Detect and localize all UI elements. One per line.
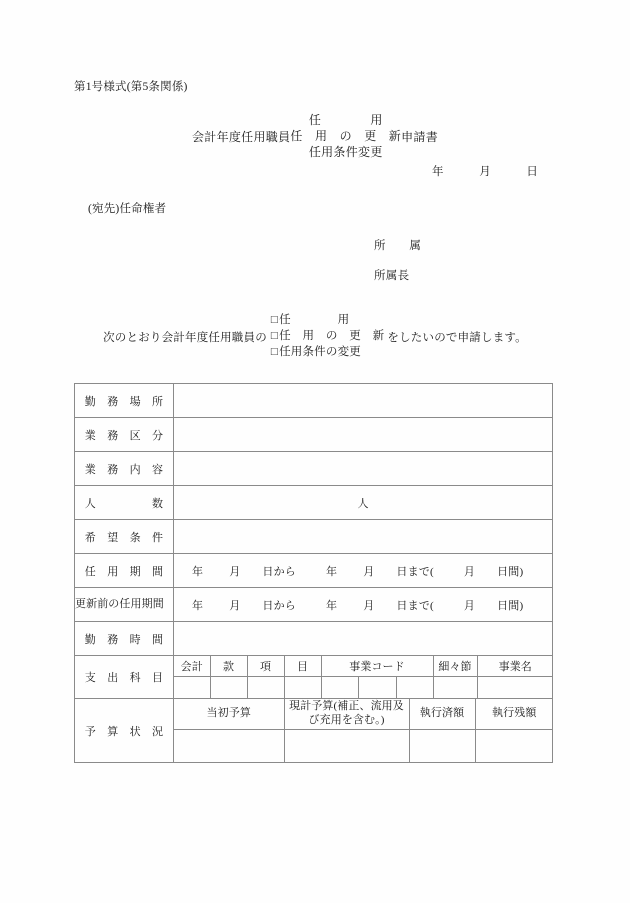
- period-month-end: 月: [363, 565, 375, 578]
- row-value-expenditure-item: [174, 656, 553, 699]
- prev-period-duration-days: 日間): [497, 599, 524, 612]
- expenditure-data-row: [174, 677, 553, 699]
- prev-period-to: 日まで(: [396, 599, 434, 612]
- title-suffix: 申請書: [401, 130, 438, 145]
- budget-value-remaining[interactable]: [475, 730, 553, 763]
- row-value-appointment-period[interactable]: [174, 554, 553, 588]
- expenditure-header-row: [174, 656, 553, 677]
- table-row: [75, 699, 553, 763]
- row-value-work-content[interactable]: [174, 452, 553, 486]
- checkbox-icon: □: [270, 345, 279, 358]
- period-duration-months: 月: [463, 565, 476, 578]
- prev-period-duration-months: 月: [463, 599, 476, 612]
- expenditure-value-project-code-3[interactable]: [396, 677, 433, 699]
- budget-header-remaining: 執行残額: [475, 699, 553, 730]
- checkbox-label-renewal: 任 用 の 更 新: [279, 329, 385, 342]
- period-year-end: 年: [326, 565, 338, 578]
- date-line: 年 月 日: [432, 166, 539, 178]
- expenditure-header-project-name: 事業名: [477, 656, 553, 677]
- budget-value-initial[interactable]: [174, 730, 284, 763]
- row-label-budget-status: 予 算 状 況: [75, 699, 174, 763]
- prev-period-month: 月: [229, 599, 241, 612]
- period-from: 日から: [262, 565, 297, 578]
- expenditure-value-project-code-2[interactable]: [358, 677, 396, 699]
- expenditure-header-subitem: 目: [284, 656, 321, 677]
- expenditure-value-sub-section[interactable]: [433, 677, 477, 699]
- table-row: [75, 452, 553, 486]
- table-row: [75, 384, 553, 418]
- budget-header-current: 現計予算(補正、流用及び充用を含む。): [284, 699, 409, 730]
- row-value-headcount[interactable]: 人: [174, 486, 553, 520]
- table-row: [75, 588, 553, 622]
- checkbox-option-renewal[interactable]: [271, 329, 384, 345]
- checkbox-icon: □: [270, 314, 279, 326]
- budget-header-executed: 執行済額: [409, 699, 475, 730]
- expenditure-header-section: 款: [210, 656, 247, 677]
- application-table: [74, 383, 553, 763]
- table-row: [75, 486, 553, 520]
- statement-tail: をしたいので申請します。: [387, 331, 527, 344]
- prev-period-month-end: 月: [363, 599, 375, 612]
- table-row: [75, 418, 553, 452]
- title-option-condition-change: 任用条件変更: [308, 144, 383, 159]
- row-label-work-content: 業 務 内 容: [75, 452, 174, 486]
- table-row: [75, 554, 553, 588]
- checkbox-label-appointment: 任 用: [279, 314, 350, 326]
- title-option-appointment: 任 用: [308, 113, 383, 127]
- table-row: [75, 622, 553, 656]
- prev-period-year: 年: [192, 599, 204, 612]
- statement-lead: 次のとおり会計年度任用職員の: [103, 331, 267, 344]
- row-value-work-category[interactable]: [174, 418, 553, 452]
- expenditure-value-project-name[interactable]: [477, 677, 553, 699]
- row-label-work-category: 業 務 区 分: [75, 418, 174, 452]
- expenditure-header-item: 項: [247, 656, 284, 677]
- row-label-headcount: 人 数: [75, 486, 174, 520]
- checkbox-label-condition-change: 任用条件の変更: [279, 345, 361, 358]
- row-label-previous-period: 更新前の任用期間: [75, 588, 174, 622]
- expenditure-subtable: [174, 656, 553, 698]
- row-value-budget-status: [174, 699, 553, 763]
- statement-option-stack: [271, 313, 384, 361]
- budget-header-initial: 当初予算: [174, 699, 284, 730]
- row-value-previous-period[interactable]: [174, 588, 553, 622]
- period-to: 日まで(: [396, 565, 434, 578]
- budget-value-executed[interactable]: [409, 730, 475, 763]
- title-option-renewal: 任 用 の 更 新: [290, 128, 402, 143]
- checkbox-icon: □: [270, 329, 279, 342]
- expenditure-header-account: 会計: [174, 656, 210, 677]
- table-row: [75, 520, 553, 554]
- affiliation-head-label: 所属長: [374, 270, 410, 282]
- form-number: 第1号様式(第5条関係): [74, 81, 188, 93]
- expenditure-value-project-code-1[interactable]: [321, 677, 358, 699]
- expenditure-value-subitem[interactable]: [284, 677, 321, 699]
- addressee: (宛先)任命権者: [88, 203, 167, 215]
- period-duration-days: 日間): [497, 565, 524, 578]
- affiliation-label: 所 属: [374, 240, 422, 252]
- budget-data-row: [174, 730, 553, 763]
- expenditure-value-section[interactable]: [210, 677, 247, 699]
- row-value-work-hours[interactable]: [174, 622, 553, 656]
- budget-value-current[interactable]: [284, 730, 409, 763]
- expenditure-header-project-code: 事業コード: [321, 656, 433, 677]
- row-label-expenditure-item: 支 出 科 目: [75, 656, 174, 699]
- row-label-desired-conditions: 希 望 条 件: [75, 520, 174, 554]
- prev-period-year-end: 年: [326, 599, 338, 612]
- expenditure-value-item[interactable]: [247, 677, 284, 699]
- row-label-appointment-period: 任 用 期 間: [75, 554, 174, 588]
- title-prefix: 会計年度任用職員: [191, 130, 291, 145]
- table-row: [75, 656, 553, 699]
- row-label-work-location: 勤 務 場 所: [75, 384, 174, 418]
- row-label-work-hours: 勤 務 時 間: [75, 622, 174, 656]
- checkbox-option-condition-change[interactable]: [271, 345, 384, 361]
- prev-period-from: 日から: [262, 599, 297, 612]
- period-year: 年: [192, 565, 204, 578]
- period-month: 月: [229, 565, 241, 578]
- row-value-work-location[interactable]: [174, 384, 553, 418]
- request-statement: [0, 313, 630, 361]
- budget-subtable: [174, 699, 553, 762]
- budget-header-row: [174, 699, 553, 730]
- row-value-desired-conditions[interactable]: [174, 520, 553, 554]
- document-title: [0, 113, 630, 161]
- expenditure-header-sub-section: 細々節: [433, 656, 477, 677]
- title-option-stack: [290, 113, 401, 161]
- expenditure-value-account[interactable]: [174, 677, 210, 699]
- checkbox-option-appointment[interactable]: [271, 313, 384, 329]
